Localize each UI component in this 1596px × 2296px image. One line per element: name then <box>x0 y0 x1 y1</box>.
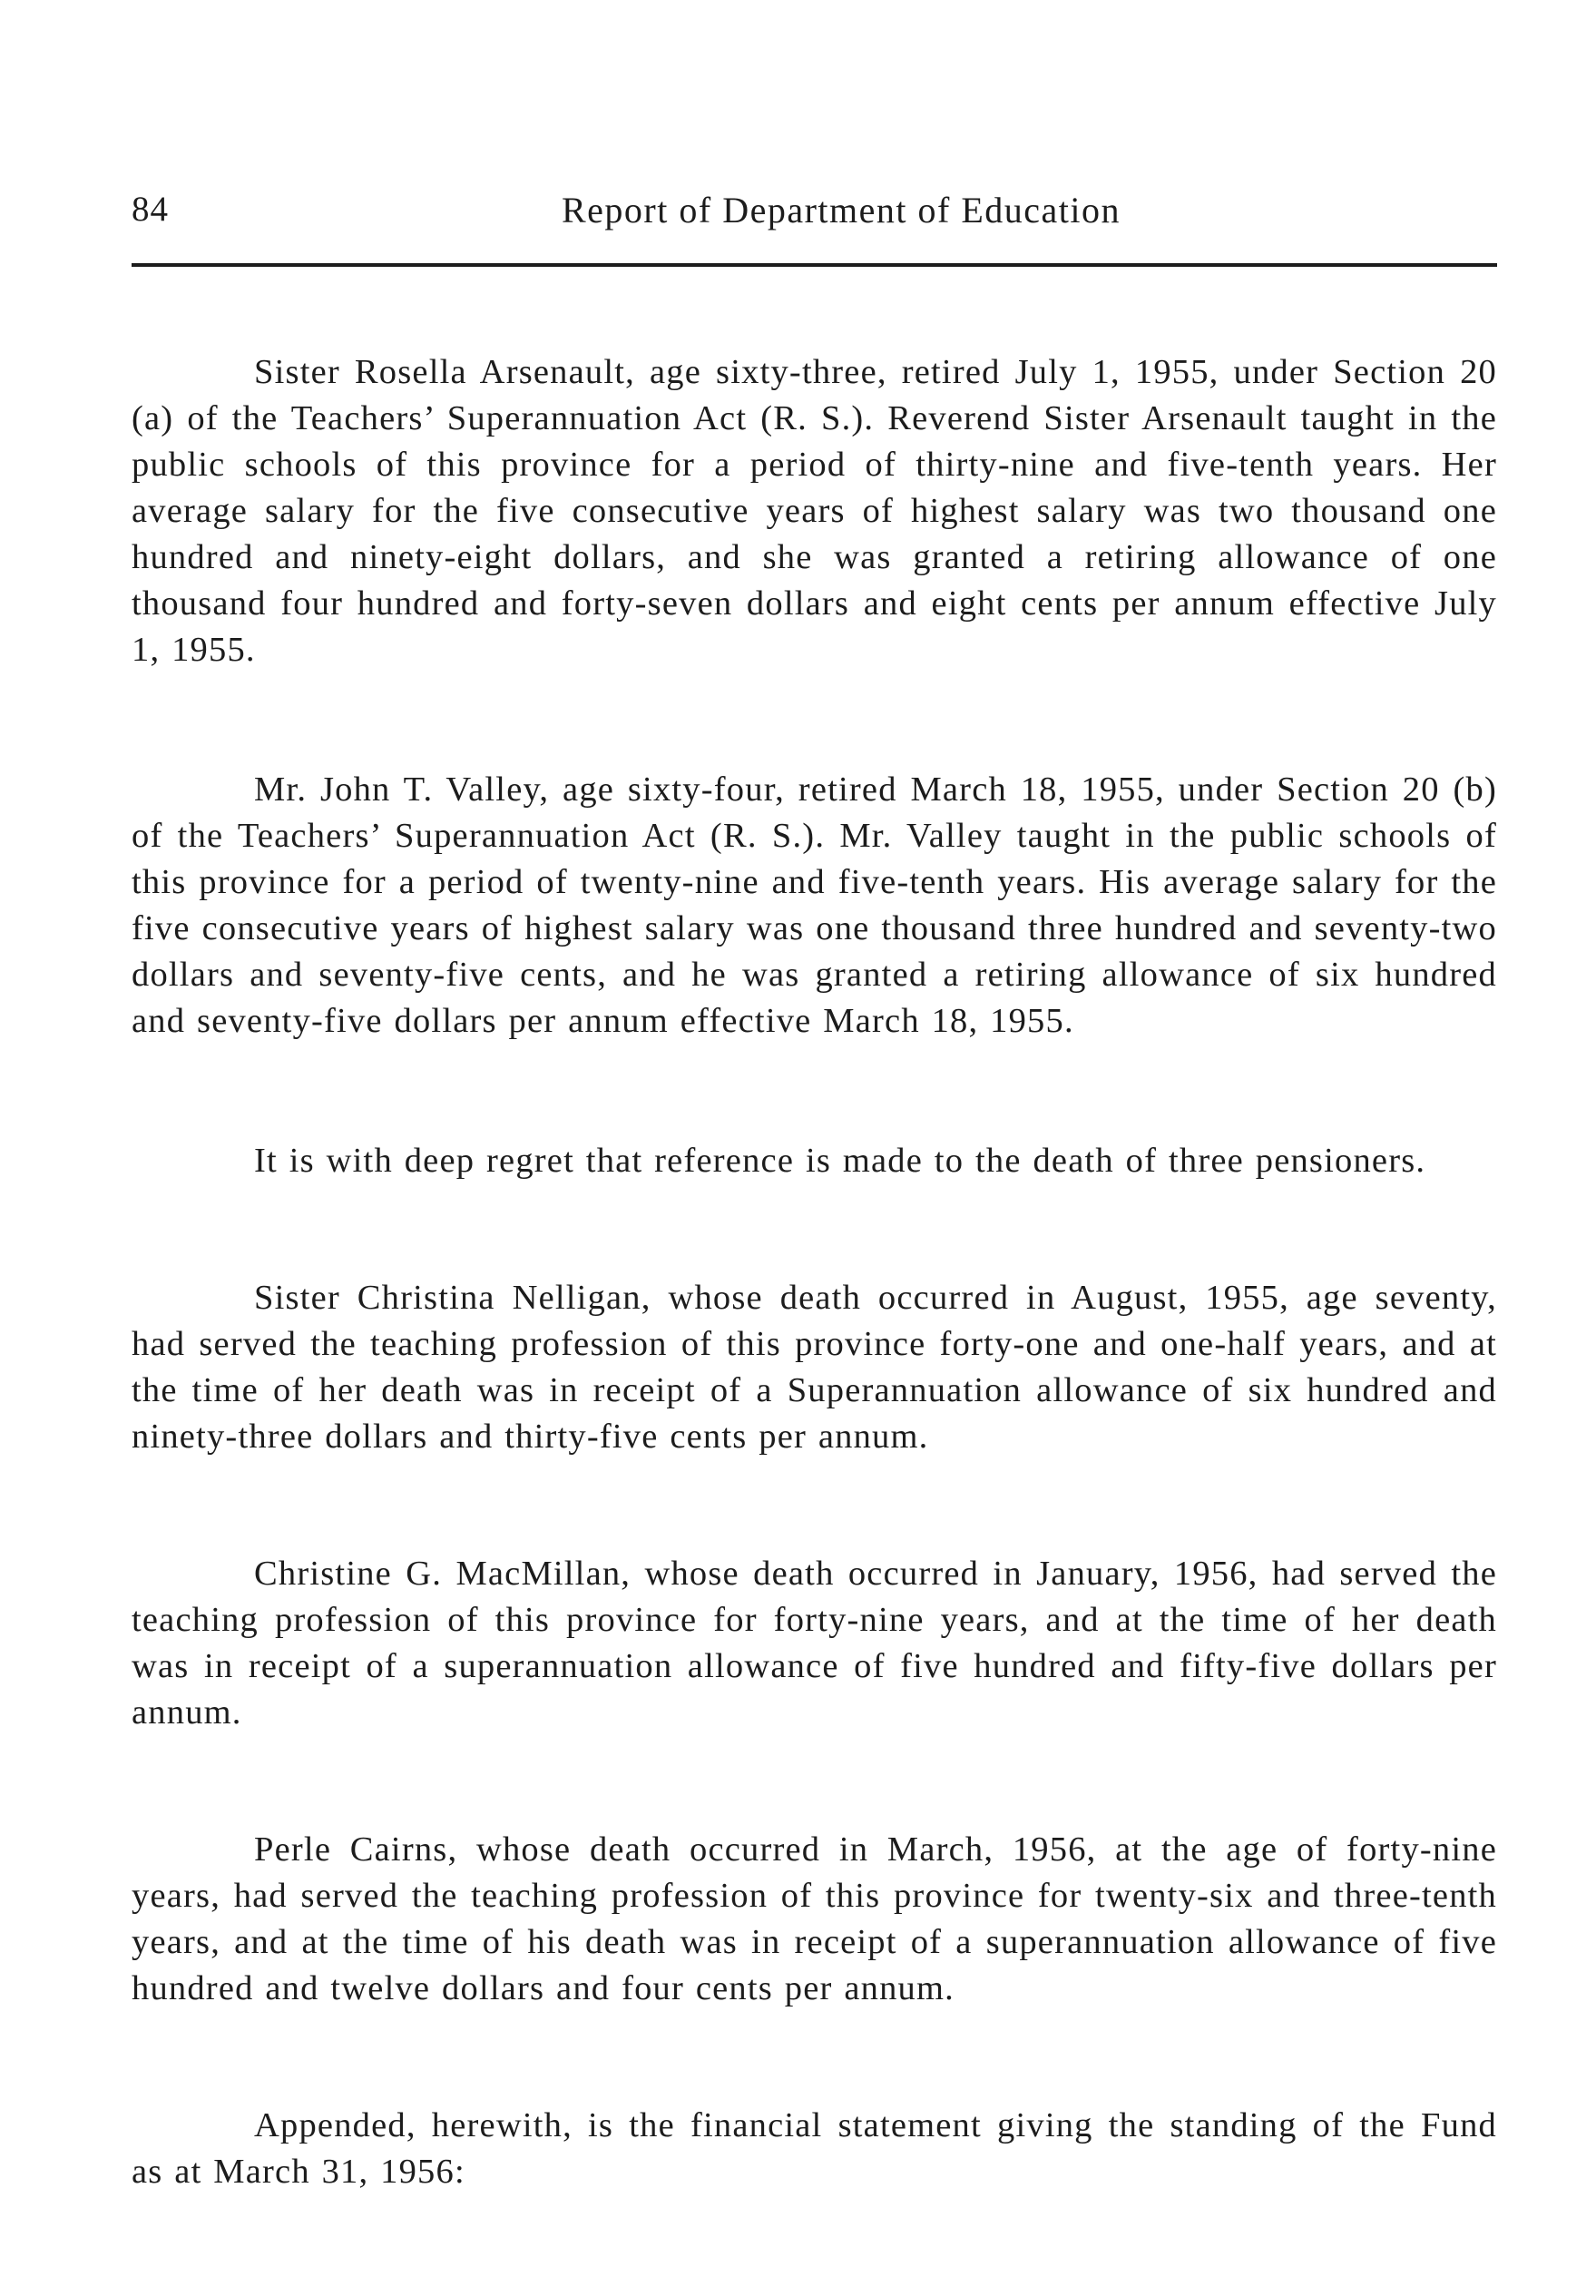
paragraph-arsenault-retirement: Sister Rosella Arsenault, age sixty-three, retired July 1, 1955, under Section 20 (a) of the Teachers’ Superannuation Act (R. S.). Reverend Sister Arsenault taught in the public schools of this province for a period of thirty-nine and five-tenth years. Her average salary for the five consecutive years of highest salary was two thousand one hundred and ninety-eight dollars, and she was granted a retiring allowance of one thousand four hundred and forty-seven dollars and eight cents per annum effective July 1, 1955. <box>132 353 1497 669</box>
paragraph-cairns-death: Perle Cairns, whose death occurred in March, 1956, at the age of forty-nine years, had served the teaching profession of this province for twenty-six and three-tenth years, and at the time of his death was in receipt of a superannuation allowance of five hundred and twelve dollars and four cents per annum. <box>132 1830 1497 2007</box>
paragraph-macmillan-death: Christine G. MacMillan, whose death occurred in January, 1956, had served the teaching profession of this province for forty-nine years, and at the time of her death was in receipt of a superannuation allowance of five hundred and fifty-five dollars per annum. <box>132 1555 1497 1732</box>
page-number: 84 <box>132 190 169 229</box>
page-header <box>132 189 1496 252</box>
header-rule <box>132 263 1497 267</box>
body-text <box>132 349 1497 2195</box>
paragraph-deaths-intro: It is with deep regret that reference is made to the death of three pensioners. <box>254 1142 1426 1180</box>
running-title: Report of Department of Education <box>562 190 1121 231</box>
paragraph-valley-retirement: Mr. John T. Valley, age sixty-four, retired March 18, 1955, under Section 20 (b) of the Teachers’ Superannuation Act (R. S.). Mr. Valley taught in the public schools of this province for a period of twenty-nine and five-tenth years. His average salary for the five consecutive years of highest salary was one thousand three hundred and seventy-two dollars and seventy-five cents, and he was granted a retiring allowance of six hundred and seventy-five dollars per annum effective March 18, 1955. <box>132 770 1497 1040</box>
paragraph-nelligan-death: Sister Christina Nelligan, whose death occurred in August, 1955, age seventy, had served the teaching profession of this province forty-one and one-half years, and at the time of her death was in receipt of a Superannuation allowance of six hundred and ninety-three dollars and thirty-five cents per annum. <box>132 1279 1497 1456</box>
paragraph-financial-statement-intro: Appended, herewith, is the financial statement giving the standing of the Fund as at March 31, 1956: <box>132 2106 1497 2191</box>
